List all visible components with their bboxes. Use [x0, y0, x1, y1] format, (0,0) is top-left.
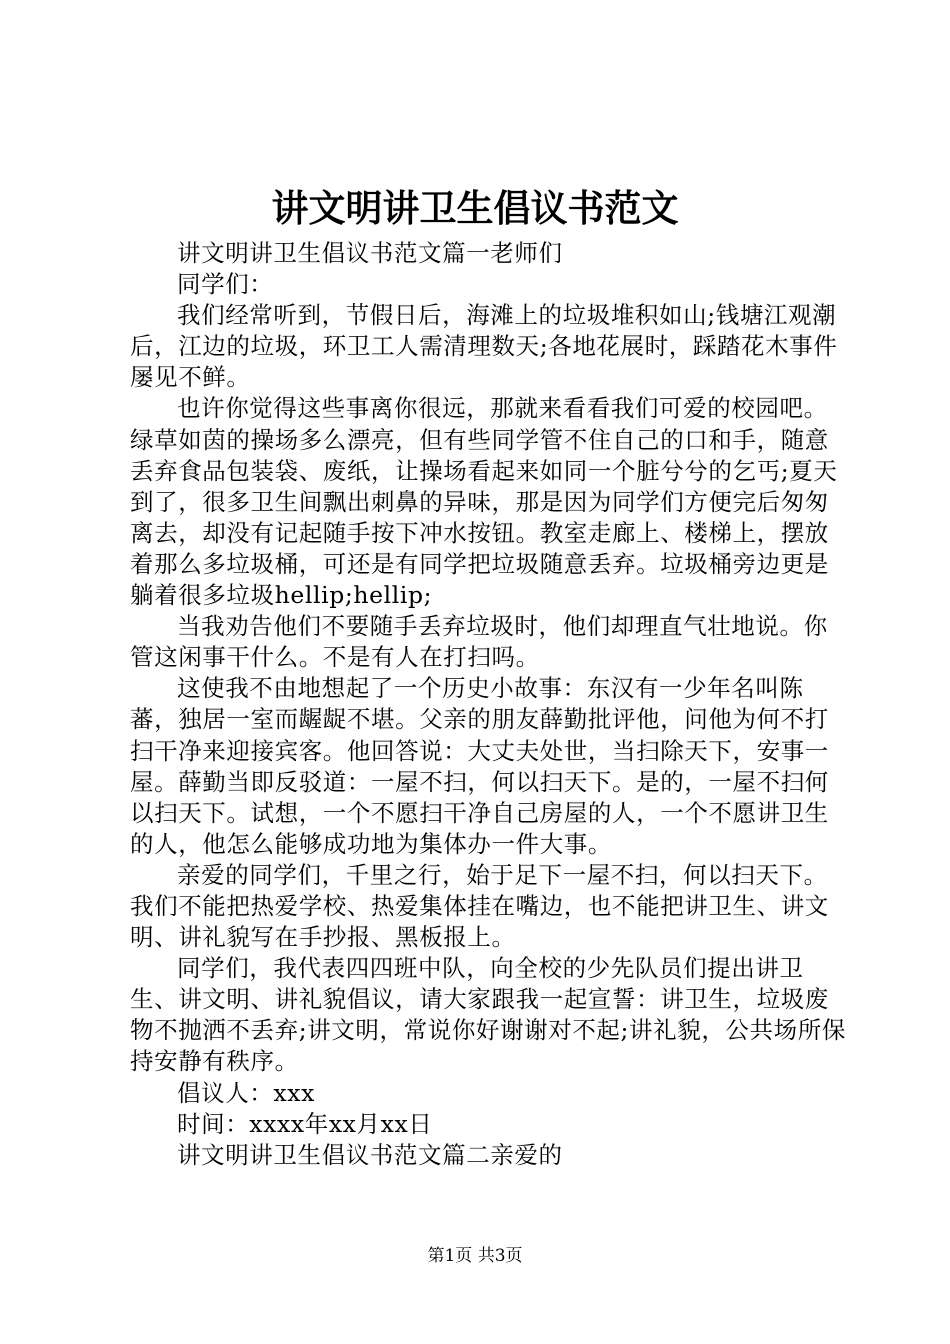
- paragraph: 这使我不由地想起了一个历史小故事：东汉有一少年名叫陈蕃，独居一室而龌龊不堪。父亲的朋友薛勤批评他，问他为何不打扫干净来迎接宾客。他回答说：大丈夫处世，当扫除天下，安事一屋。薛勤当即反驳道：一屋不扫，何以扫天下。是的，一屋不扫何以扫天下。试想，一个不愿扫干净自己房屋的人，一个不愿讲卫生的人，他怎么能够成功地为集体办一件大事。: [130, 674, 829, 858]
- paragraph: 讲文明讲卫生倡议书范文篇一老师们: [177, 239, 563, 267]
- paragraph: 同学们，我代表四四班中队，向全校的少先队员们提出讲卫生、讲文明、讲礼貌倡议，请大家跟我一起宣誓：讲卫生，垃圾废物不抛洒不丢弃;讲文明，常说你好谢谢对不起;讲礼貌，公共场所保持安静有秩序。: [130, 954, 846, 1076]
- paragraph: 亲爱的同学们，千里之行，始于足下一屋不扫，何以扫天下。我们不能把热爱学校、热爱集体挂在嘴边，也不能把讲卫生、讲文明、讲礼貌写在手抄报、黑板报上。: [130, 860, 829, 952]
- page-footer: 第1页 共3页: [427, 1246, 523, 1266]
- paragraph: 我们经常听到，节假日后，海滩上的垃圾堆积如山;钱塘江观潮后，江边的垃圾，环卫工人需清理数天;各地花展时，踩踏花木事件屡见不鲜。: [130, 301, 838, 392]
- document-title: 讲文明讲卫生倡议书范文: [271, 186, 679, 230]
- section-heading: 讲文明讲卫生倡议书范文篇二亲爱的: [177, 1140, 563, 1169]
- document-body: [130, 238, 850, 1171]
- date-line: 时间：xxxx年xx月xx日: [177, 1109, 433, 1138]
- paragraph: 也许你觉得这些事离你很远，那就来看看我们可爱的校园吧。绿草如茵的操场多么漂亮，但有些同学管不住自己的口和手，随意丢弃食品包装袋、废纸，让操场看起来如同一个脏兮兮的乞丐;夏天到了，很多卫生间飘出刺鼻的异味，那是因为同学们方便完后匆匆离去，却没有记起随手按下冲水按钮。教室走廊上、楼梯上，摆放着那么多垃圾桶，可还是有同学把垃圾随意丢弃。垃圾桶旁边更是躺着很多垃圾hellip;hellip;: [130, 394, 838, 610]
- paragraph: 同学们：: [177, 270, 274, 299]
- signatory-line: 倡议人：xxx: [177, 1078, 315, 1107]
- paragraph: 当我劝告他们不要随手丢弃垃圾时，他们却理直气壮地说。你管这闲事干什么。不是有人在打扫吗。: [130, 612, 828, 672]
